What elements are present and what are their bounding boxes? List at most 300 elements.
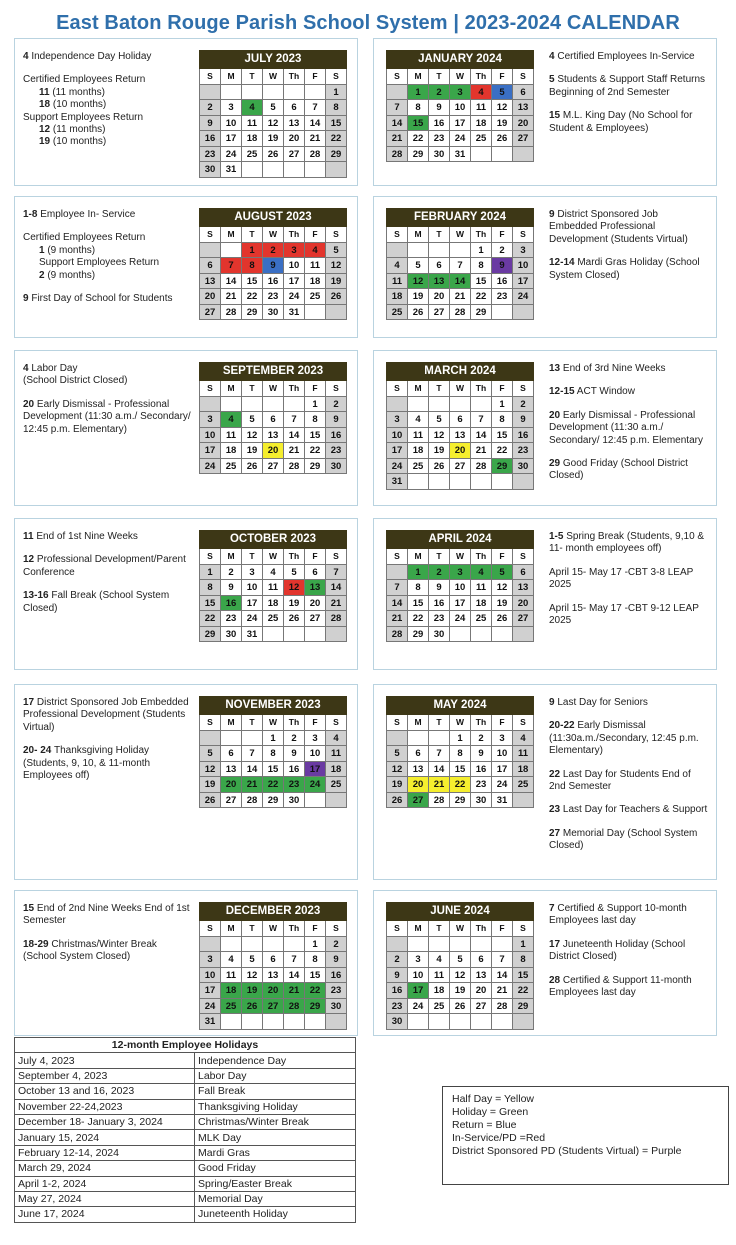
day-of-week-label: M: [221, 715, 242, 731]
calendar-day: 2: [492, 243, 513, 259]
day-of-week-label: Th: [284, 549, 305, 565]
note-text: Mardi Gras Holiday (School System Closed): [549, 257, 700, 281]
calendar-day: 11: [326, 746, 347, 762]
calendar-day: 19: [326, 274, 347, 290]
calendar-day: 20: [450, 443, 471, 459]
calendar-day: 18: [263, 596, 284, 612]
day-of-week-label: W: [450, 921, 471, 937]
calendar-day: 29: [242, 305, 263, 321]
day-of-week-label: S: [326, 715, 347, 731]
legend-item: In-Service/PD =Red: [452, 1132, 546, 1144]
calendar-day: 5: [492, 85, 513, 101]
calendar-day: 16: [492, 274, 513, 290]
calendar-empty-cell: [429, 1014, 450, 1030]
calendar-empty-cell: [305, 85, 326, 101]
day-of-week-label: S: [387, 549, 408, 565]
calendar-empty-cell: [471, 627, 492, 643]
calendar-empty-cell: [305, 162, 326, 178]
calendar-day: 11: [408, 428, 429, 444]
calendar-day: 15: [242, 274, 263, 290]
day-of-week-label: Th: [284, 227, 305, 243]
note-line: [549, 110, 692, 133]
note-text: Good Friday (School District Closed): [549, 458, 688, 482]
calendar-empty-cell: [492, 305, 513, 321]
note-item: [549, 828, 709, 853]
calendar-day: 15: [471, 274, 492, 290]
note-date: 20-22: [549, 720, 575, 732]
note-date: 23: [549, 804, 561, 816]
calendar-empty-cell: [429, 397, 450, 413]
holiday-name: Good Friday: [195, 1161, 356, 1176]
calendar-day: 22: [471, 289, 492, 305]
calendar-day: 22: [450, 777, 471, 793]
note-text: Employee In- Service: [37, 209, 136, 220]
day-of-week-label: F: [305, 381, 326, 397]
day-of-week-label: T: [242, 69, 263, 85]
calendar-day: 20: [471, 983, 492, 999]
calendar-day: 16: [200, 131, 221, 147]
calendar-day: 30: [200, 162, 221, 178]
calendar-empty-cell: [305, 305, 326, 321]
day-of-week-label: S: [200, 549, 221, 565]
calendar-day: 1: [408, 85, 429, 101]
calendar-day: 18: [242, 131, 263, 147]
note-text: Last Day for Teachers & Support: [560, 804, 708, 816]
calendar-empty-cell: [492, 147, 513, 163]
calendar-day: 16: [284, 762, 305, 778]
calendar-day: 9: [326, 952, 347, 968]
day-of-week-label: M: [221, 381, 242, 397]
calendar-empty-cell: [284, 85, 305, 101]
calendar-day: 27: [471, 999, 492, 1015]
calendar-day: 31: [492, 793, 513, 809]
month-notes: [23, 531, 191, 626]
note-item: [549, 939, 709, 964]
calendar-day: 29: [513, 999, 534, 1015]
calendar-day: 31: [284, 305, 305, 321]
note-date: 12-15: [549, 386, 575, 398]
month-grid: [199, 227, 347, 320]
month-notes: [23, 51, 191, 160]
note-item: [23, 209, 191, 221]
note-item: [23, 293, 191, 305]
calendar-day: 13: [284, 116, 305, 132]
calendar-day: 15: [408, 596, 429, 612]
calendar-day: 25: [387, 305, 408, 321]
calendar-day: 25: [242, 147, 263, 163]
day-of-week-label: Th: [471, 69, 492, 85]
day-of-week-label: T: [429, 381, 450, 397]
calendar-day: 5: [200, 746, 221, 762]
calendar-day: 29: [471, 305, 492, 321]
calendar-day: 20: [513, 116, 534, 132]
calendar-day: 9: [221, 580, 242, 596]
calendar-day: 28: [450, 305, 471, 321]
calendar-day: 26: [408, 305, 429, 321]
calendar-empty-cell: [471, 937, 492, 953]
note-date: 12: [23, 554, 35, 566]
note-item: [23, 399, 191, 436]
calendar-day: 18: [305, 274, 326, 290]
calendar-day: 12: [450, 968, 471, 984]
calendar-empty-cell: [429, 243, 450, 259]
calendar-day: 15: [200, 596, 221, 612]
calendar-day: 10: [492, 746, 513, 762]
calendar-day: 4: [387, 258, 408, 274]
calendar-day: 5: [326, 243, 347, 259]
note-line: [549, 257, 700, 280]
note-text: Certified Employees In-Service: [554, 51, 695, 62]
note-date: 20: [23, 398, 35, 410]
day-of-week-label: W: [263, 69, 284, 85]
note-item: [549, 975, 709, 1000]
page-title: East Baton Rouge Parish School System | 2023-2024 CALENDAR: [56, 12, 680, 34]
note-date: 20- 24: [23, 745, 52, 757]
calendar-empty-cell: [513, 474, 534, 490]
day-of-week-label: S: [326, 69, 347, 85]
calendar-day: 22: [408, 611, 429, 627]
month-calendar: [199, 696, 347, 808]
calendar-day: 19: [492, 116, 513, 132]
table-row: [15, 1191, 356, 1206]
calendar-day: 2: [200, 100, 221, 116]
calendar-day: 3: [221, 100, 242, 116]
month-grid: [386, 549, 534, 642]
calendar-day: 3: [492, 731, 513, 747]
note-date: 19: [39, 136, 51, 148]
calendar-day: 28: [242, 793, 263, 809]
note-date: 17: [23, 697, 35, 708]
calendar-day: 3: [387, 412, 408, 428]
calendar-day: 12: [408, 274, 429, 290]
calendar-day: 30: [326, 459, 347, 475]
month-calendar: [199, 362, 347, 474]
calendar-day: 12: [492, 100, 513, 116]
holiday-table-title: 12-month Employee Holidays: [15, 1038, 356, 1053]
calendar-day: 17: [305, 762, 326, 778]
note-item: [549, 386, 709, 398]
calendar-day: 5: [408, 258, 429, 274]
holiday-date: February 12-14, 2024: [15, 1145, 195, 1160]
note-date: 15: [549, 110, 561, 122]
calendar-day: 14: [471, 428, 492, 444]
calendar-day: 2: [326, 937, 347, 953]
note-line: [549, 769, 691, 792]
month-panel: [373, 890, 717, 1036]
note-line: [23, 399, 191, 435]
calendar-day: 2: [284, 731, 305, 747]
month-grid: [386, 921, 534, 1030]
note-text: (11 months): [49, 86, 105, 98]
calendar-day: 23: [513, 443, 534, 459]
calendar-day: 6: [200, 258, 221, 274]
calendar-day: 20: [429, 289, 450, 305]
day-of-week-label: F: [492, 921, 513, 937]
day-of-week-label: W: [263, 381, 284, 397]
month-calendar: [386, 208, 534, 320]
calendar-day: 7: [284, 952, 305, 968]
note-text: Juneteenth Holiday (School District Closed): [549, 938, 686, 963]
calendar-day: 8: [200, 580, 221, 596]
day-of-week-label: S: [200, 381, 221, 397]
calendar-day: 28: [387, 147, 408, 163]
calendar-day: 23: [429, 131, 450, 147]
calendar-day: 4: [429, 952, 450, 968]
calendar-day: 16: [429, 116, 450, 132]
calendar-day: 22: [408, 131, 429, 147]
calendar-day: 25: [513, 777, 534, 793]
note-item: [23, 903, 191, 928]
note-date: 4: [549, 51, 555, 62]
day-of-week-label: W: [450, 227, 471, 243]
calendar-day: 26: [326, 289, 347, 305]
calendar-day: 8: [450, 746, 471, 762]
calendar-empty-cell: [387, 243, 408, 259]
calendar-day: 10: [221, 116, 242, 132]
calendar-day: 17: [492, 762, 513, 778]
calendar-day: 23: [263, 289, 284, 305]
calendar-day: 6: [471, 952, 492, 968]
calendar-empty-cell: [263, 937, 284, 953]
note-date: 5: [549, 74, 555, 86]
calendar-day: 19: [492, 596, 513, 612]
calendar-empty-cell: [242, 162, 263, 178]
calendar-day: 2: [429, 565, 450, 581]
calendar-day: 20: [263, 443, 284, 459]
calendar-day: 19: [408, 289, 429, 305]
note-item: [549, 720, 709, 757]
month-notes: [549, 697, 709, 864]
calendar-day: 3: [242, 565, 263, 581]
calendar-day: 7: [221, 258, 242, 274]
calendar-day: 16: [326, 968, 347, 984]
calendar-day: 7: [326, 565, 347, 581]
calendar-day: 6: [263, 412, 284, 428]
calendar-empty-cell: [471, 474, 492, 490]
calendar-day: 7: [242, 746, 263, 762]
calendar-day: 9: [200, 116, 221, 132]
note-line: [23, 293, 173, 304]
calendar-empty-cell: [471, 1014, 492, 1030]
note-date: 13-16: [23, 590, 49, 602]
day-of-week-label: W: [263, 921, 284, 937]
calendar-day: 2: [471, 731, 492, 747]
calendar-day: 11: [221, 968, 242, 984]
calendar-day: 16: [326, 428, 347, 444]
calendar-empty-cell: [305, 1014, 326, 1030]
calendar-day: 22: [305, 983, 326, 999]
holiday-date: December 18- January 3, 2024: [15, 1114, 195, 1129]
calendar-day: 24: [305, 777, 326, 793]
day-of-week-label: S: [513, 921, 534, 937]
calendar-day: 11: [242, 116, 263, 132]
calendar-day: 8: [263, 746, 284, 762]
calendar-empty-cell: [513, 627, 534, 643]
calendar-empty-cell: [263, 397, 284, 413]
calendar-day: 26: [242, 459, 263, 475]
calendar-day: 30: [263, 305, 284, 321]
note-item: [23, 531, 191, 543]
note-line: [549, 603, 699, 626]
month-title: OCTOBER 2023: [199, 530, 347, 549]
calendar-day: 8: [242, 258, 263, 274]
note-date: 13: [549, 363, 561, 374]
calendar-day: 25: [429, 999, 450, 1015]
table-row: [15, 1130, 356, 1145]
calendar-day: 29: [326, 147, 347, 163]
note-text: Support Employees Return: [23, 111, 144, 123]
calendar-day: 4: [471, 85, 492, 101]
calendar-day: 1: [242, 243, 263, 259]
calendar-day: 24: [492, 777, 513, 793]
month-notes: [549, 531, 709, 638]
holiday-date: September 4, 2023: [15, 1068, 195, 1083]
day-of-week-label: M: [408, 381, 429, 397]
calendar-day: 1: [200, 565, 221, 581]
calendar-day: 25: [326, 777, 347, 793]
note-date: 17: [549, 938, 561, 950]
calendar-day: 2: [221, 565, 242, 581]
calendar-empty-cell: [263, 85, 284, 101]
calendar-day: 11: [263, 580, 284, 596]
calendar-day: 21: [387, 131, 408, 147]
note-line: [549, 720, 699, 756]
calendar-day: 30: [221, 627, 242, 643]
calendar-day: 26: [429, 459, 450, 475]
calendar-day: 10: [513, 258, 534, 274]
calendar-empty-cell: [429, 937, 450, 953]
legend-item: Return = Blue: [452, 1119, 517, 1131]
note-line: [549, 567, 693, 590]
calendar-day: 10: [200, 428, 221, 444]
note-line: [23, 697, 189, 733]
month-notes: [23, 903, 191, 975]
note-line: [23, 136, 191, 148]
calendar-day: 25: [305, 289, 326, 305]
calendar-day: 3: [513, 243, 534, 259]
month-title: AUGUST 2023: [199, 208, 347, 227]
calendar-day: 6: [221, 746, 242, 762]
day-of-week-label: Th: [471, 549, 492, 565]
calendar-day: 21: [305, 131, 326, 147]
holiday-date: November 22-24,2023: [15, 1099, 195, 1114]
month-calendar: [386, 50, 534, 162]
month-calendar: [199, 530, 347, 642]
calendar-day: 15: [408, 116, 429, 132]
calendar-day: 12: [284, 580, 305, 596]
calendar-day: 13: [221, 762, 242, 778]
calendar-day: 29: [200, 627, 221, 643]
calendar-empty-cell: [221, 397, 242, 413]
note-line: [23, 363, 191, 375]
month-panel: [373, 196, 717, 338]
calendar-day: 19: [200, 777, 221, 793]
note-text: End of 2nd Nine Weeks End of 1st Semester: [23, 903, 190, 927]
calendar-day: 17: [450, 116, 471, 132]
note-line: [549, 458, 688, 481]
calendar-empty-cell: [450, 243, 471, 259]
day-of-week-label: S: [387, 381, 408, 397]
note-date: 9: [549, 697, 555, 708]
table-row: [15, 1161, 356, 1176]
holiday-date: October 13 and 16, 2023: [15, 1084, 195, 1099]
note-item: [23, 51, 191, 63]
day-of-week-label: W: [450, 549, 471, 565]
calendar-day: 16: [263, 274, 284, 290]
day-of-week-label: S: [387, 921, 408, 937]
calendar-day: 28: [429, 793, 450, 809]
calendar-day: 21: [450, 289, 471, 305]
calendar-day: 16: [387, 983, 408, 999]
note-text: Fall Break (School System Closed): [23, 590, 170, 614]
month-grid: [386, 381, 534, 490]
calendar-empty-cell: [492, 474, 513, 490]
calendar-day: 14: [429, 762, 450, 778]
calendar-day: 24: [200, 459, 221, 475]
note-text: Last Day for Students End of 2nd Semester: [549, 768, 691, 793]
calendar-day: 12: [242, 968, 263, 984]
note-line: [549, 903, 687, 926]
calendar-day: 19: [429, 443, 450, 459]
calendar-empty-cell: [387, 937, 408, 953]
legend-item: District Sponsored PD (Students Virtual) = Purple: [452, 1145, 682, 1157]
note-text: April 15- May 17 -CBT 9-12 LEAP 2025: [549, 602, 699, 627]
table-row: [15, 1084, 356, 1099]
calendar-day: 28: [471, 459, 492, 475]
calendar-day: 11: [387, 274, 408, 290]
note-text: Certified Employees Return: [23, 74, 146, 86]
calendar-day: 1: [305, 937, 326, 953]
calendar-day: 5: [263, 100, 284, 116]
calendar-day: 14: [242, 762, 263, 778]
month-calendar: [199, 50, 347, 178]
calendar-day: 22: [263, 777, 284, 793]
month-panel: [373, 38, 717, 186]
note-item: [549, 51, 709, 63]
calendar-day: 8: [513, 952, 534, 968]
note-text: Students & Support Staff Returns Beginning of 2nd Semester: [549, 74, 706, 98]
note-date: 1: [39, 244, 45, 256]
calendar-day: 23: [492, 289, 513, 305]
note-text: April 15- May 17 -CBT 3-8 LEAP 2025: [549, 566, 694, 591]
day-of-week-label: F: [305, 549, 326, 565]
calendar-empty-cell: [242, 937, 263, 953]
calendar-empty-cell: [221, 243, 242, 259]
calendar-empty-cell: [263, 162, 284, 178]
note-line: [23, 939, 157, 962]
calendar-day: 27: [263, 999, 284, 1015]
month-title: FEBRUARY 2024: [386, 208, 534, 227]
calendar-day: 4: [242, 100, 263, 116]
calendar-day: 16: [513, 428, 534, 444]
calendar-empty-cell: [450, 1014, 471, 1030]
calendar-day: 4: [263, 565, 284, 581]
calendar-day: 15: [513, 968, 534, 984]
calendar-day: 3: [284, 243, 305, 259]
month-panel: [373, 684, 717, 880]
note-text: Early Dismissal (11:30a.m./Secondary, 12:45 p.m. Elementary): [549, 720, 699, 757]
calendar-day: 29: [450, 793, 471, 809]
day-of-week-label: M: [408, 227, 429, 243]
calendar-day: 2: [429, 85, 450, 101]
holiday-name: Mardi Gras: [195, 1145, 356, 1160]
month-calendar: [199, 902, 347, 1030]
calendar-day: 17: [513, 274, 534, 290]
calendar-day: 26: [492, 611, 513, 627]
note-item: [23, 939, 191, 964]
calendar-day: 27: [450, 459, 471, 475]
calendar-day: 25: [221, 459, 242, 475]
